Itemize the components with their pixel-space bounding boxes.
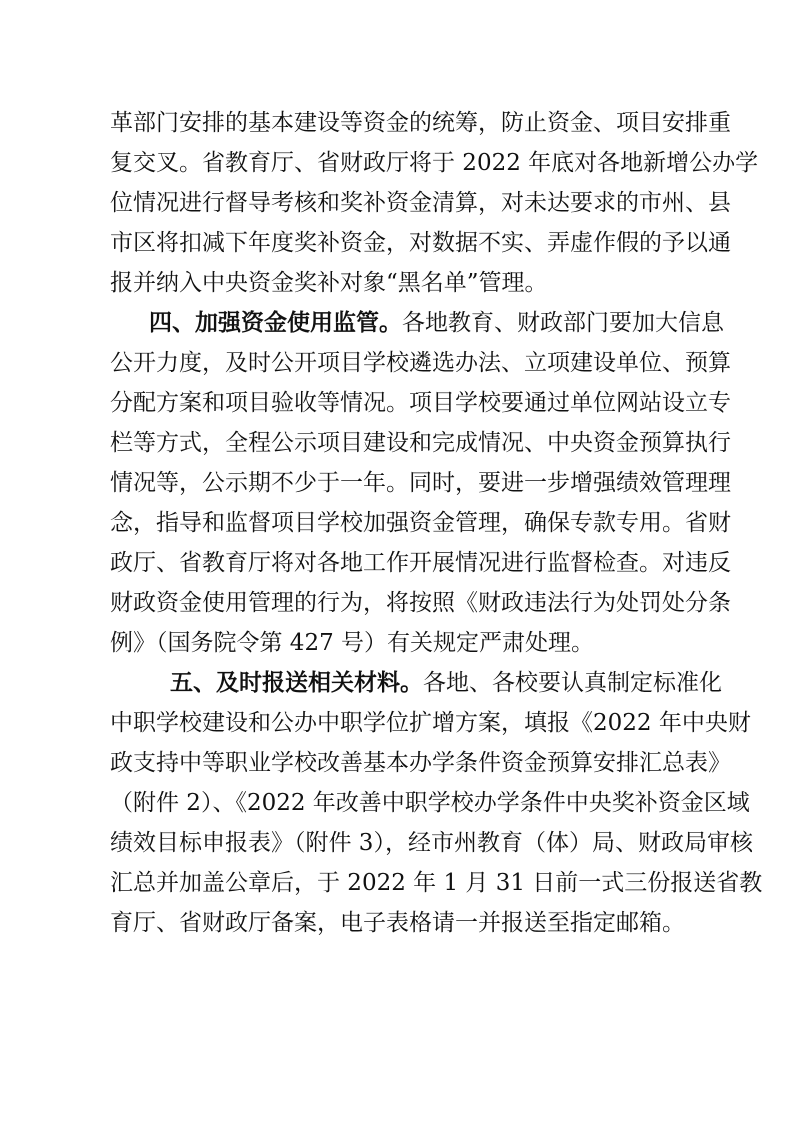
- paragraph-line: 位情况进行督导考核和奖补资金清算，对未达要求的市州、县: [110, 190, 731, 216]
- section-four-heading: 四、加强资金使用监管。: [149, 310, 402, 336]
- paragraph-line: 栏等方式，全程公示项目建设和完成情况、中央资金预算执行: [110, 430, 731, 456]
- section-five-first-line: [170, 668, 722, 698]
- paragraph-line: 绩效目标申报表》（附件 3），经市州教育（体）局、财政局审核: [110, 830, 753, 856]
- paragraph-line: 分配方案和项目验收等情况。项目学校要通过单位网站设立专: [110, 390, 731, 416]
- paragraph-line: 念，指导和监督项目学校加强资金管理，确保专款专用。省财: [110, 510, 731, 536]
- section-five-heading: 五、及时报送相关材料。: [170, 670, 423, 696]
- section-five-first-line-text: 各地、各校要认真制定标准化: [423, 670, 722, 696]
- section-four-first-line: [149, 308, 724, 338]
- paragraph-line: 革部门安排的基本建设等资金的统筹，防止资金、项目安排重: [110, 110, 731, 136]
- paragraph-line: 报并纳入中央资金奖补对象“黑名单”管理。: [110, 270, 548, 296]
- paragraph-line: 公开力度，及时公开项目学校遴选办法、立项建设单位、预算: [110, 350, 731, 376]
- paragraph-line: 政厅、省教育厅将对各地工作开展情况进行监督检查。对违反: [110, 550, 731, 576]
- paragraph-line: 情况等，公示期不少于一年。同时，要进一步增强绩效管理理: [110, 470, 731, 496]
- paragraph-line: 复交叉。省教育厅、省财政厅将于 2022 年底对各地新增公办学: [110, 150, 759, 176]
- section-four-first-line-text: 各地教育、财政部门要加大信息: [402, 310, 724, 336]
- paragraph-line: 中职学校建设和公办中职学位扩增方案，填报《2022 年中央财: [110, 710, 751, 736]
- paragraph-line: 政支持中等职业学校改善基本办学条件资金预算安排汇总表》: [110, 750, 731, 776]
- paragraph-line: 财政资金使用管理的行为，将按照《财政违法行为处罚处分条: [110, 590, 731, 616]
- paragraph-line: 汇总并加盖公章后，于 2022 年 1 月 31 日前一式三份报送省教: [110, 870, 763, 896]
- paragraph-line: 育厅、省财政厅备案，电子表格请一并报送至指定邮箱。: [110, 910, 685, 936]
- paragraph-line: （附件 2）、《2022 年改善中职学校办学条件中央奖补资金区域: [110, 790, 750, 816]
- paragraph-line: 市区将扣减下年度奖补资金，对数据不实、弄虚作假的予以通: [110, 230, 731, 256]
- paragraph-line: 例》（国务院令第 427 号）有关规定严肃处理。: [110, 630, 595, 656]
